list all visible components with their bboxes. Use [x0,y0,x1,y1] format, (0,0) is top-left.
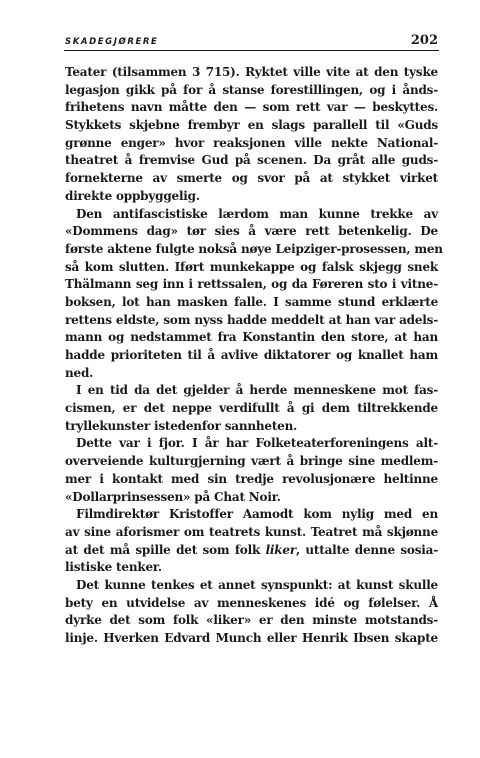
text-line: tryllekunster istedenfor sannheten. [65,418,298,433]
text-line: dyrke det som folk «liker» er den minste motstands- [65,613,438,628]
text-line: listiske tenker. [65,560,162,575]
text-line: Filmdirektør Kristoffer Aamodt kom nylig med en [76,507,438,522]
text-line: rettens eldste, som nyss hadde meddelt at han var adels- [65,312,438,327]
text-line: boksen, lot han masken falle. I samme stund erklærte [65,294,438,309]
text-line: «Dommens dag» tør sies å være rett betenkelig. De [65,224,438,239]
text-line: mann og nedstammet fra Konstantin den store, at han [65,330,438,345]
text-line: cismen, er det neppe verdifullt å gi dem tiltrekkende [65,401,438,416]
text-segment: , uttalte denne sosia- [295,542,438,557]
text-line: så kom slutten. Iført munkekappe og falsk skjegg snek [65,259,438,274]
text-line: hadde prioriteten til å avlive diktatorer og knallet ham [65,348,438,362]
emphasized-word: liker [265,542,296,557]
text-line: overveiende kulturgjerning vært å bringe sine medlem- [65,454,438,469]
text-line: direkte oppbyggelig. [65,188,200,203]
text-line: første aktene fulgte nokså nøye Leipziger-prosessen, men [65,241,443,256]
text-line: av sine aforismer om teatrets kunst. Teatret må skjønne [65,524,438,539]
text-line [65,542,438,560]
body-text [65,64,443,648]
text-line: Dette var i fjor. I år har Folketeaterforeningens alt- [76,436,438,451]
text-line: I en tid da det gjelder å herde menneskene mot fas- [76,383,438,398]
running-head: SKADEGJØRERE [65,37,159,47]
text-line: linje. Hverken Edvard Munch eller Henrik Ibsen skapte [65,631,438,645]
text-line: Teater (tilsammen 3 715). Ryktet ville vite at den tyske [65,65,438,79]
header-rule [64,50,439,51]
text-line: fornekterne av smerte og svor på at stykket virket [65,171,438,186]
page-number: 202 [410,33,438,48]
text-line: ned. [65,365,94,380]
text-line: bety en utvidelse av menneskenes idé og følelser. Å [65,595,438,610]
text-line: theatret å fremvise Gud på scenen. Da gråt alle guds- [65,153,438,168]
text-line: mer i kontakt med sin tredje revolusjonære heltinne [65,471,438,486]
text-line: Stykkets skjebne frembyr en slags parallell til «Guds [65,118,438,133]
text-line: frihetens navn måtte den — som rett var — beskyttes. [65,100,438,115]
text-line: «Dollarprinsessen» på Chat Noir. [65,489,281,504]
text-line: Den antifascistiske lærdom man kunne trekke av [76,206,438,221]
text-line: legasjon gikk på for å stanse forestillingen, og i ånds- [65,82,438,97]
text-segment: at det må spille det som folk [65,542,266,557]
text-line: Thälmann seg inn i rettssalen, og da Føreren sto i vitne- [65,277,438,292]
text-line: grønne enger» hvor reaksjonen ville nekte National- [65,135,438,150]
text-line: Det kunne tenkes et annet synspunkt: at kunst skulle [76,577,438,592]
